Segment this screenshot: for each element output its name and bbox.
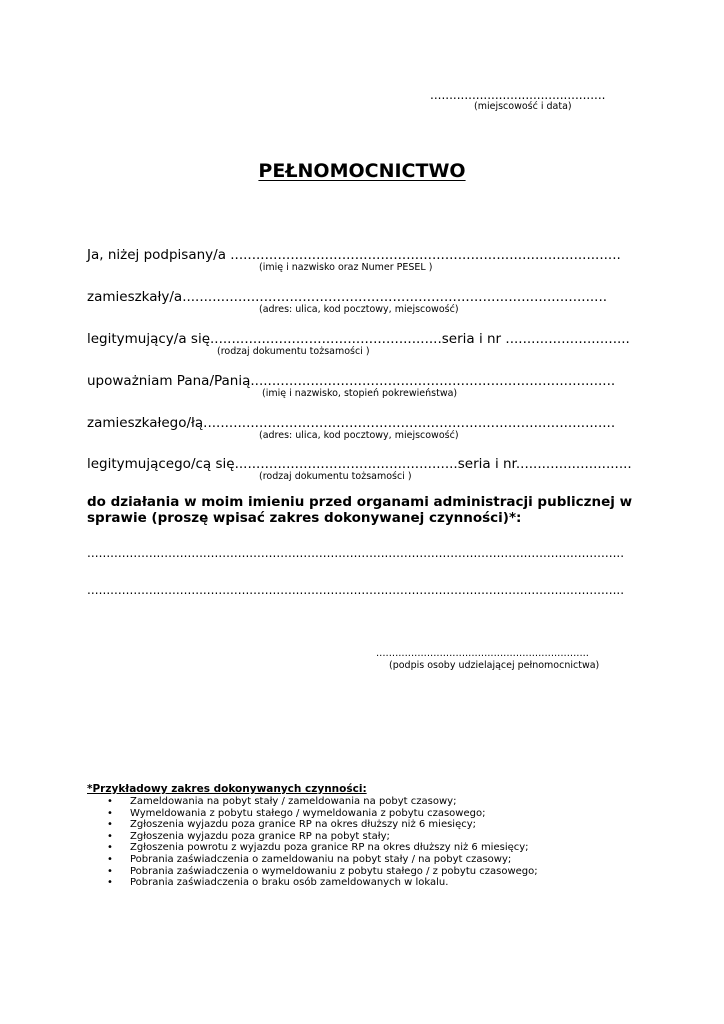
field-dots: .................................................... — [234, 456, 458, 472]
list-item — [87, 796, 538, 808]
field-label: zamieszkały/a — [87, 289, 183, 305]
field-label-series: seria i nr — [441, 331, 502, 347]
list-item — [87, 808, 538, 820]
place-date-caption: (miejscowość i data) — [474, 101, 572, 112]
bullet-icon: • — [107, 877, 113, 889]
field-caption: (adres: ulica, kod pocztowy, miejscowość) — [259, 304, 459, 315]
list-item-text: Zgłoszenia wyjazdu poza granice RP na pobyt stały; — [130, 830, 390, 842]
field-id-document — [87, 331, 630, 347]
list-item — [87, 819, 538, 831]
bullet-icon: • — [107, 842, 113, 854]
list-item — [87, 877, 538, 889]
field-caption: (imię i nazwisko oraz Numer PESEL ) — [259, 262, 433, 273]
field-dots-series: ............................. — [505, 331, 630, 347]
field-label: legitymujący/a się — [87, 331, 211, 347]
list-item-text: Pobrania zaświadczenia o braku osób zameldowanych w lokalu. — [130, 877, 449, 889]
field-caption: (imię i nazwisko, stopień pokrewieństwa) — [262, 388, 458, 399]
field-dots: ................................................................................................... — [182, 289, 608, 305]
field-dots: ...................................................... — [210, 331, 442, 347]
field-caption: (adres: ulica, kod pocztowy, miejscowość) — [259, 430, 459, 441]
field-dots-series: ........................... — [515, 456, 632, 472]
list-item-text: Pobrania zaświadczenia o wymeldowaniu z pobytu stałego / z pobytu czasowego; — [130, 865, 538, 877]
list-item-text: Zgłoszenia powrotu z wyjazdu poza granice RP na okres dłuższy niż 6 miesięcy; — [130, 842, 529, 854]
bullet-icon: • — [107, 865, 113, 877]
field-proxy-address — [87, 415, 615, 431]
blank-line: ........................................................................................................................................... — [87, 583, 625, 597]
field-caption: (rodzaj dokumentu tożsamości ) — [259, 471, 412, 482]
list-item — [87, 842, 538, 854]
field-label-series: seria i nr — [457, 456, 516, 472]
field-label: legitymującego/cą się — [87, 456, 235, 472]
field-dots: ........................................................................................... — [230, 247, 621, 263]
field-label: upoważniam Pana/Panią — [87, 373, 251, 389]
bullet-icon: • — [107, 853, 113, 865]
list-item — [87, 831, 538, 843]
list-item-text: Zameldowania na pobyt stały / zameldowania na pobyt czasowy; — [130, 796, 457, 807]
bullet-icon: • — [107, 819, 113, 831]
field-dots: ..................................................................................... — [250, 373, 616, 389]
footnote-list — [87, 796, 538, 889]
signature-caption: (podpis osoby udzielającej pełnomocnictwa) — [389, 660, 600, 671]
bullet-icon: • — [107, 807, 113, 819]
field-address — [87, 289, 607, 305]
list-item — [87, 854, 538, 866]
place-date-line: .............................................. — [430, 88, 606, 102]
field-label: zamieszkałego/łą — [87, 415, 204, 431]
list-item — [87, 866, 538, 878]
field-proxy-id-document — [87, 456, 632, 472]
bullet-icon: • — [107, 796, 113, 807]
field-caption: (rodzaj dokumentu tożsamości ) — [217, 346, 370, 357]
field-label: Ja, niżej podpisany/a — [87, 247, 226, 263]
list-item-text: Wymeldowania z pobytu stałego / wymeldowania z pobytu czasowego; — [130, 807, 486, 819]
signature-line: ................................................................... — [376, 648, 589, 659]
document-title: PEŁNOMOCNICTWO — [258, 160, 466, 182]
field-signatory — [87, 247, 621, 263]
field-proxy — [87, 373, 615, 389]
field-dots: ................................................................................................ — [203, 415, 616, 431]
bullet-icon: • — [107, 830, 113, 842]
list-item-text: Zgłoszenia wyjazdu poza granice RP na okres dłuższy niż 6 miesięcy; — [130, 819, 477, 831]
list-item-text: Pobrania zaświadczenia o zameldowaniu na pobyt stały / na pobyt czasowy; — [130, 853, 512, 865]
authorization-statement: do działania w moim imieniu przed organami administracji publicznej w sprawie (proszę wpisać zakres dokonywanej czynności)*: — [87, 494, 633, 526]
footnote-title: *Przykładowy zakres dokonywanych czynności: — [87, 783, 367, 795]
blank-line: ........................................................................................................................................... — [87, 546, 625, 560]
